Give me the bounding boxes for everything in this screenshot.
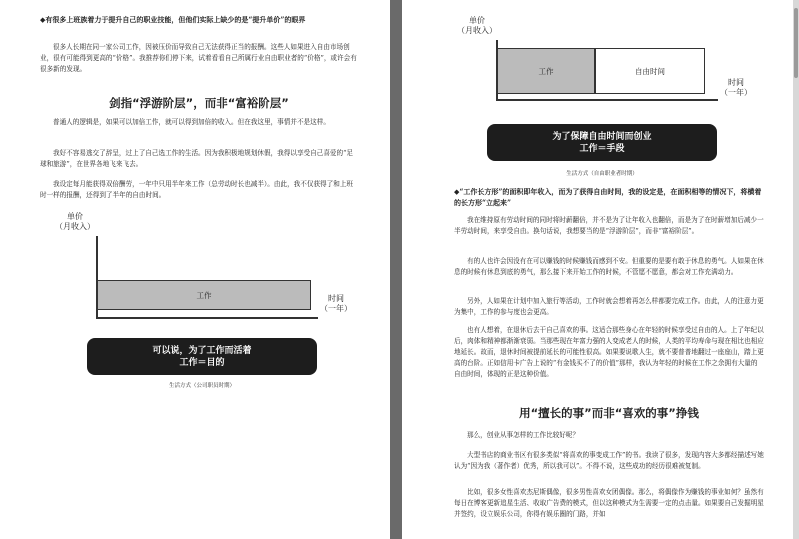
banner-line: 工作＝目的 xyxy=(179,357,225,368)
work-box-label: 工作 xyxy=(196,290,212,300)
section-title: 剑指“浮游阶层”，而非“富裕阶层” xyxy=(109,96,289,110)
work-box-label: 工作 xyxy=(538,66,554,76)
chart-x-label: 时间 （一年） xyxy=(720,78,752,97)
section-title: 用“擅长的事”而非“喜欢的事”挣钱 xyxy=(519,406,699,420)
left-page xyxy=(0,0,390,539)
right-paragraph: 比如，很多女性喜欢杰尼斯偶像，很多男性喜欢女团偶像。那么，将偶像作为赚钱的事业如何？虽然有每日在博客更新追星生活、收取广告费的模式，但以这种模式为生需要一定的点击量。如果要自己发掘明星并签约，设立娱乐公司，你得有娱乐圈的门路，并如 xyxy=(454,488,764,518)
right-paragraph: 也有人想着，在退休后去干自己喜欢的事。这适合那些身心在年轻的时候享受过自由的人。上了年纪以后，肉体和精神都渐渐衰弱。当那些现在年富力强的人变成老人的时候，人类的平均寿命与现在相比也相应地延长。故而，退休时间被提前延长的可能性很高。如果要说歌人生，就不要普普地翻过一座座山，踏上更高的台阶。正如信用卡广告上说的“有金钱买不了的价值”那样，我认为年轻的时候在工作之余拥有大量的自由时间，体现的正是这种价值。 xyxy=(454,326,764,378)
banner xyxy=(487,124,717,161)
sub-heading: ◆“工作长方形”的面积即年收入，而为了获得自由时间，我的设定是，在面积相等的情况下，将横着的长方形“立起来” xyxy=(454,187,762,207)
chart-y-label: 单价 （月收入） xyxy=(55,212,95,231)
chart-x-label: 时间 （一年） xyxy=(320,294,352,313)
figure-caption: 生活方式（公司职员时期） xyxy=(168,383,235,389)
left-paragraph: 我设定每月能获得双倍酬劳，一年中只用半年来工作（总劳动时长也减半）。由此，我不仅获得了和上班时一样的报酬，还得到了半年的自由时间。 xyxy=(40,180,354,199)
left-paragraph: 我好不容易逃交了辞呈，过上了自己选工作的生活。因为我积极地规划休假，我得以享受自己喜爱的“足球和旅游”，在世界各地飞来飞去。 xyxy=(40,149,354,168)
right-paragraph: 我在维持原有劳动时间的同时将时薪翻倍，并不是为了让年收入也翻倍，而是为了在时薪增加后减少一半劳动时间，来享受自由。换句话说，我想要当的是“浮游阶层”，而非“富裕阶层”。 xyxy=(454,216,764,235)
free-time-box xyxy=(595,48,705,94)
banner-line: 可以说，为了工作而活着 xyxy=(152,345,252,356)
free-time-label: 自由时间 xyxy=(635,66,665,76)
right-page xyxy=(402,0,799,539)
left-paragraph: 普通人的逻辑是，如果可以加倍工作，就可以得到加倍的收入。但在我这里，事情并不是这样。 xyxy=(53,118,330,126)
scrollbar[interactable] xyxy=(793,0,799,539)
banner-line: 为了保障自由时间而创业 xyxy=(552,131,652,142)
page-gap xyxy=(390,0,402,539)
scrollbar-thumb[interactable] xyxy=(794,8,798,78)
right-paragraph: 大型书店的商业书区有很多类似“将喜欢的事变成工作”的书。我读了很多，发现内容大多都经描述写她认为“因为我（著作者）优秀，所以我可以”。不得不说，这些成功的经历很难被复制。 xyxy=(454,451,764,470)
right-paragraph: 那么，创业从事怎样的工作比较好呢？ xyxy=(467,431,580,439)
banner xyxy=(87,338,317,375)
x-axis xyxy=(96,317,318,319)
figure-caption: 生活方式（自由职业者时期） xyxy=(566,171,638,177)
right-paragraph: 有的人也许会因没有在可以赚钱的时候赚钱而感到不安。但重要的是要有敢于休息的勇气。人如果在休息的时候有休息到底的勇气，那么接下来开始工作的时候，不管愿不愿意，都会对工作充满动力。 xyxy=(454,257,764,276)
chart-y-label: 单价 （月收入） xyxy=(457,16,497,35)
intro-heading: ◆有很多上班族着力于提升自己的职业技能，但他们实际上缺少的是“提升单价”的眼界 xyxy=(40,15,306,24)
work-box xyxy=(97,280,311,310)
right-paragraph: 另外，人如果在计划中加入旅行等活动，工作时就会想着再怎么样都要完成工作。由此，人的注意力更为集中，工作的参与度也会更高。 xyxy=(454,297,764,316)
left-paragraph: 很多人长期在同一家公司工作，因被压价而导致自己无法获得正当的报酬。这些人如果进入自由市场创业，很有可能得到更高的“价格”。我推荐你们停下来，试着看看自己所属行业自由职业者的“价格”，或许会有很多新的发现。 xyxy=(40,43,357,73)
banner-line: 工作＝手段 xyxy=(579,143,625,154)
x-axis xyxy=(496,99,718,101)
work-box xyxy=(497,48,595,94)
